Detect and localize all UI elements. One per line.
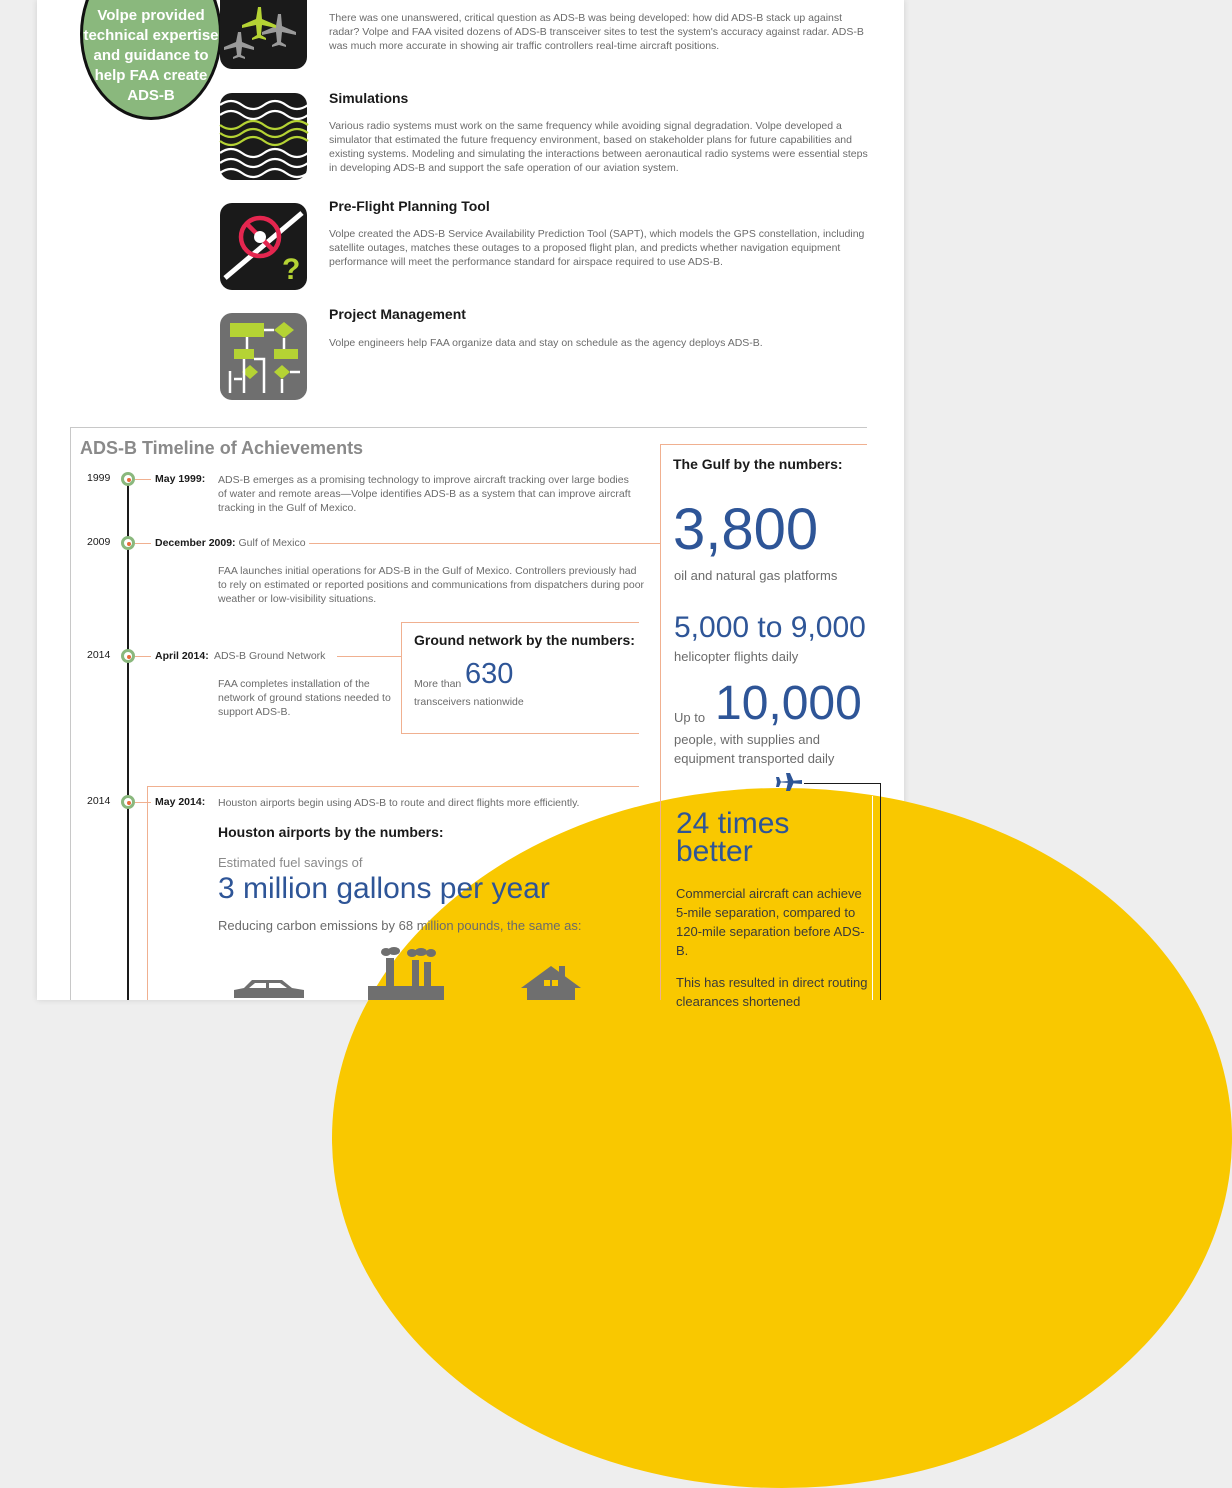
- factory-icon: [366, 946, 446, 1000]
- timeline-spine: [127, 478, 129, 1000]
- ground-box-bottom: [401, 733, 639, 734]
- timeline-dot: [121, 795, 135, 809]
- timeline-event-text: Houston airports begin using ADS-B to route and direct flights more efficiently.: [218, 797, 580, 809]
- timeline-dot: [121, 472, 135, 486]
- feature-preflight-title: Pre-Flight Planning Tool: [329, 198, 490, 214]
- panel-left-border: [70, 427, 71, 1000]
- volpe-badge: Volpe provided technical expertise and guidance to help FAA create ADS-B: [80, 0, 222, 120]
- infographic-sheet: [37, 0, 904, 1009]
- timeline-year: 2014: [87, 795, 111, 807]
- flowchart-icon: [220, 313, 307, 400]
- houston-emissions-text: Reducing carbon emissions by 68 million pounds, the same as:: [218, 918, 582, 933]
- gulf-helicopter-count: 5,000 to 9,000: [674, 611, 866, 644]
- separation-line-right: [880, 783, 881, 1000]
- separation-headline-line2: better: [676, 835, 753, 868]
- timeline-date: [155, 537, 306, 549]
- gulf-people-label: people, with supplies and equipment transported daily: [674, 732, 835, 766]
- separation-headline: [676, 807, 790, 868]
- car-icon: [230, 972, 308, 1000]
- houston-box-top: [147, 786, 639, 787]
- gulf-platforms-label: oil and natural gas platforms: [674, 568, 838, 583]
- gulf-column-top: [660, 444, 867, 445]
- timeline-connector: [135, 656, 151, 657]
- timeline-title: ADS-B Timeline of Achievements: [80, 438, 364, 458]
- timeline-connector: [135, 543, 151, 544]
- routing-text: This has resulted in direct routing clearances shortened: [676, 975, 868, 1009]
- houston-fuel-label: Estimated fuel savings of: [218, 855, 363, 870]
- timeline-year: 2009: [87, 536, 111, 548]
- timeline-connector: [309, 543, 660, 544]
- timeline-dot: [121, 536, 135, 550]
- ground-network-title: Ground network by the numbers:: [414, 632, 635, 648]
- panel-top-border: [70, 427, 867, 428]
- airplane-icon: [772, 770, 806, 794]
- gulf-title: The Gulf by the numbers:: [673, 456, 843, 472]
- timeline-event-text: ADS-B emerges as a promising technology to improve aircraft tracking over large bodies of water and remote areas—Volpe identifies ADS-B as a system that can improve aircraft tracking in the Gulf of Mexico.: [218, 474, 631, 514]
- timeline-event-text: FAA completes installation of the network of ground stations needed to support ADS-B.: [218, 678, 391, 718]
- gulf-people-count: 10,000: [715, 677, 862, 730]
- ground-transceiver-count: 630: [465, 658, 514, 690]
- svg-text:?: ?: [282, 253, 301, 286]
- timeline-subtitle: Gulf of Mexico: [238, 537, 306, 549]
- houston-box-left: [147, 786, 148, 1000]
- timeline-year: 2014: [87, 649, 111, 661]
- timeline-date-label: December 2009:: [155, 537, 236, 549]
- feature-simulations-desc: Various radio systems must work on the same frequency while avoiding signal degradation. Volpe developed a simulator that estimated the future frequency environment, based on stakeholder plans for future capabilities and existing systems. Modeling and simulating the interactions between aeronautical radio systems were essential steps in developing ADS-B and support the safe operation of our aviation system.: [329, 120, 868, 174]
- gulf-helicopter-label: helicopter flights daily: [674, 649, 799, 664]
- ground-box-left: [401, 622, 402, 733]
- feature-preflight-desc: Volpe created the ADS-B Service Availability Prediction Tool (SAPT), which models the GPS constellation, including satellite outages, matches these outages to a proposed flight plan, and predicts whether navigation equipment performance will meet the performance standard for airspace required to use ADS-B.: [329, 228, 865, 268]
- satellite-question-icon: [220, 203, 307, 290]
- feature-pm-title: Project Management: [329, 306, 466, 322]
- timeline-date: [155, 796, 205, 808]
- aircraft-comparison-icon: [220, 0, 307, 69]
- feature-radar-desc: There was one unanswered, critical question as ADS-B was being developed: how did ADS-B stack up against radar? Volpe and FAA visited dozens of ADS-B transceiver sites to test the system's accuracy against radar. ADS-B was much more accurate in showing air traffic controllers real-time aircraft positions.: [329, 12, 864, 52]
- houston-fuel-savings: 3 million gallons per year: [218, 872, 550, 905]
- timeline-date: [155, 650, 325, 662]
- gulf-up-to: Up to: [674, 710, 706, 725]
- houston-title: Houston airports by the numbers:: [218, 824, 444, 840]
- timeline-date-label: May 2014:: [155, 796, 206, 808]
- timeline-date-label: May 1999:: [155, 473, 206, 485]
- timeline-connector: [337, 656, 401, 657]
- ground-more-than: More than: [414, 678, 462, 690]
- house-icon: [517, 964, 585, 1000]
- feature-pm-desc: Volpe engineers help FAA organize data and stay on schedule as the agency deploys ADS-B.: [329, 337, 763, 349]
- timeline-year: 1999: [87, 472, 111, 484]
- gulf-column-border: [660, 444, 661, 1000]
- radio-waves-icon: [220, 93, 307, 180]
- timeline-subtitle: ADS-B Ground Network: [213, 650, 326, 662]
- gulf-platforms-count: 3,800: [673, 497, 819, 562]
- timeline-dot: [121, 649, 135, 663]
- timeline-connector: [135, 802, 151, 803]
- ground-box-top: [401, 622, 639, 623]
- feature-simulations-title: Simulations: [329, 90, 409, 106]
- separation-line-top: [804, 783, 880, 784]
- separation-headline-line1: 24 times: [676, 807, 790, 840]
- timeline-connector: [135, 479, 151, 480]
- ground-transceivers-label: transceivers nationwide: [414, 696, 524, 708]
- timeline-event-text: FAA launches initial operations for ADS-B in the Gulf of Mexico. Controllers previously had to rely on estimated or reported positions and communications from dispatchers during poor weather or low-visibility situations.: [218, 565, 645, 605]
- separation-text: Commercial aircraft can achieve 5-mile separation, compared to 120-mile separation before ADS-B.: [676, 886, 865, 958]
- timeline-date-label: April 2014:: [155, 650, 209, 662]
- timeline-date: [155, 473, 205, 485]
